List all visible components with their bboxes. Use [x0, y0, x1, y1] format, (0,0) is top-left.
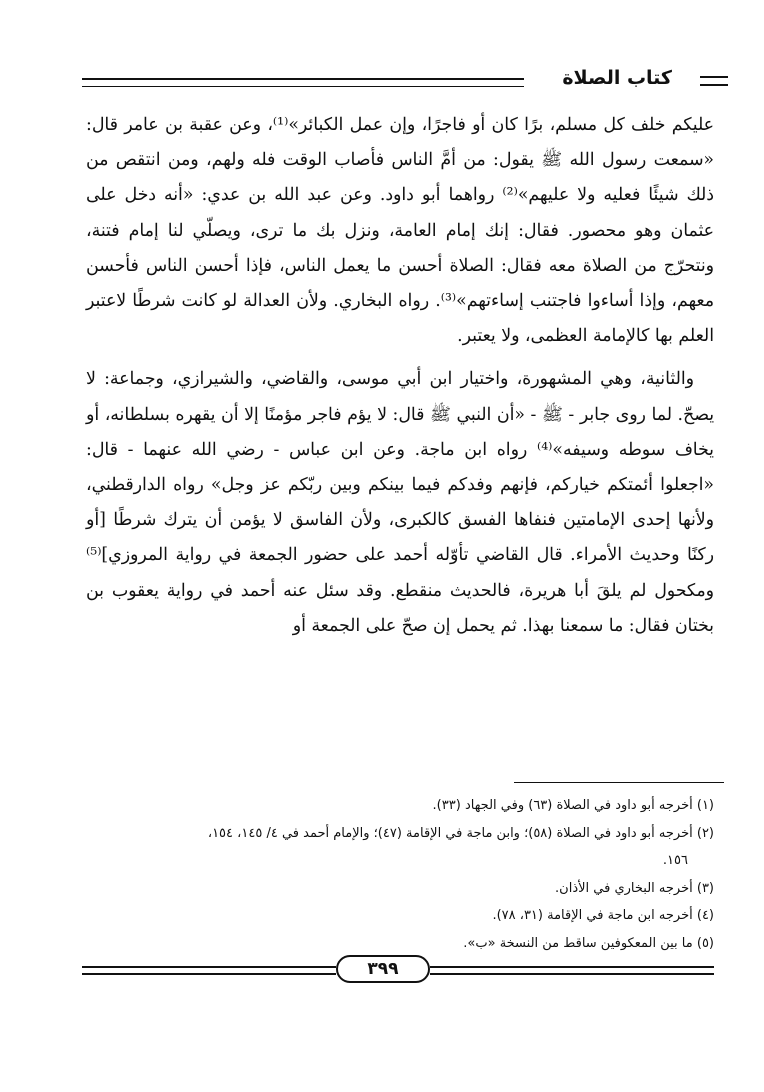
page-number: ٣٩٩ [336, 955, 430, 983]
footnote: (١) أخرجه أبو داود في الصلاة (٦٣) وفي الجهاد (٣٣). [432, 798, 714, 813]
footnote: (٥) ما بين المعكوفين ساقط من النسخة «ب». [463, 935, 714, 951]
footnote: (٣) أخرجه البخاري في الأذان. [555, 880, 714, 896]
footer-rule [82, 966, 336, 975]
page-header-title: كتاب الصلاة [562, 67, 672, 89]
footnote-separator [514, 782, 724, 783]
main-text [86, 108, 714, 644]
paragraph: والثانية، وهي المشهورة، واختيار ابن أبي موسى، والقاضي، والشيرازي، وجماعة: لا يصحّ. لما روى جابر - ﷺ - «أن النبي ﷺ قال: لا يؤم فاجر مؤمنًا إلا أن يقهره بسلطانه، أو يخاف سوطه وسيفه»⁽⁴⁾ رواه ابن ماجة. وعن ابن عباس - رضي الله عنهما - قال: «اجعلوا أئمتكم خياركم، فإنهم وفدكم فيما بينكم وبين ربّكم عز وجل» رواه الدارقطني، ولأنها إحدى الإمامتين فنفاها الفسق كالكبرى، ولأن الفاسق لا يؤمن أن يترك شرطًا [أو ركنًا وحديث الأمراء. قال القاضي تأوّله أحمد على حضور الجمعة في رواية المروزي]⁽⁵⁾ ومكحول لم يلقَ أبا هريرة، فالحديث منقطع. وقد سئل عنه أحمد في رواية يعقوب بن بختان فقال: ما سمعنا بهذا. ثم يحمل إن صحّ على الجمعة أو [86, 369, 714, 636]
paragraph: عليكم خلف كل مسلم، برًا كان أو فاجرًا، وإن عمل الكبائر»⁽¹⁾، وعن عقبة بن عامر قال: «سمعت رسول الله ﷺ يقول: من أمَّ الناس فأصاب الوقت فله ولهم، ومن انتقص من ذلك شيئًا فعليه ولا عليهم»⁽²⁾ رواهما أبو داود. وعن عبد الله بن عدي: «أنه دخل على عثمان وهو محصور. فقال: إنك إمام العامة، ونزل بك ما ترى، ويصلّي لنا إمام فتنة، ونتحرّج من الصلاة معه فقال: الصلاة أحسن ما يعمل الناس، فإذا أحسن الناس فأحسن معهم، وإذا أساءوا فاجتنب إساءتهم»⁽³⁾. رواه البخاري. ولأن العدالة لو كانت شرطًا لاعتبر العلم بها كالإمامة العظمى، ولا يعتبر. [86, 115, 714, 347]
footnote-continuation: ١٥٦. [662, 853, 688, 868]
footnote: (٤) أخرجه ابن ماجة في الإقامة (٣١، ٧٨). [492, 908, 714, 923]
header-rule [82, 78, 524, 87]
footnote: (٢) أخرجه أبو داود في الصلاة (٥٨)؛ وابن ماجة في الإقامة (٤٧)؛ والإمام أحمد في ٤/ ١٤٥، ١٥٤، [207, 825, 714, 841]
footer-rule [430, 966, 714, 975]
footnotes [84, 792, 714, 957]
header-ornament [700, 76, 728, 86]
